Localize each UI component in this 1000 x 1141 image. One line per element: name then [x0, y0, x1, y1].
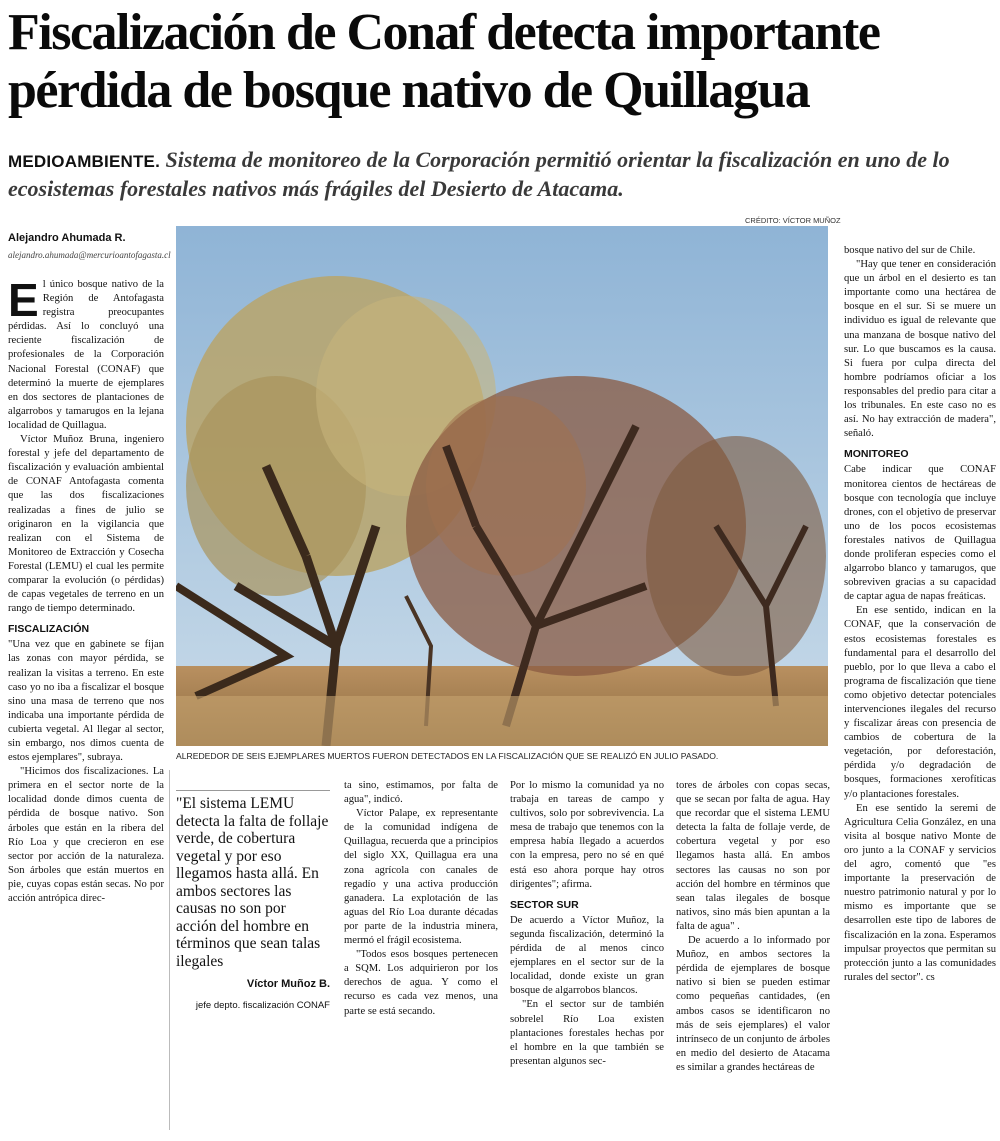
subhead-sector-sur: SECTOR SUR: [510, 898, 579, 911]
drop-cap: E: [8, 274, 39, 326]
paragraph: Víctor Palape, ex representante de la comunidad indígena de Quillagua, recuerda que a principios del siglo XX, Quillagua era una zona agrícola con canales de regadío y una activa producción ganadera. La explotación de las aguas del Río Loa durante décadas por parte de la industria minera, mermó el frágil ecosistema.: [344, 808, 498, 947]
column-1: [8, 274, 164, 906]
paragraph: bosque nativo del sur de Chile.: [844, 245, 976, 256]
pull-quote-role: jefe depto. fiscalización CONAF: [195, 999, 330, 1011]
paragraph: ta sino, estimamos, por falta de agua", indicó.: [344, 780, 498, 806]
paragraph: "En el sector sur de también sobrelel Río Loa existen plantaciones forestales hechas por el hombre en la que también se presentan algunos sec-: [510, 999, 664, 1067]
paragraph: De acuerdo a Víctor Muñoz, la segunda fiscalización, determinó la pérdida de al menos cinco ejemplares en el sector sur de la localidad, donde existe un gran bosque de algarrobos blancos.: [510, 914, 664, 997]
paragraph: En ese sentido la seremi de Agricultura Celia González, en una visita al bosque nativo Monte de oro junto a la CONAF y servicios del agro, comentó que "es importante la preservación de nuestro patrimonio natural y por lo mismo es importante que se desarrollen este tipo de labores de fiscalización en la zona. Esperamos impulsar proyectos que permitan su protección junto a las comunidades rurales del sector". cs: [844, 802, 996, 983]
byline: [8, 232, 171, 260]
paragraph: tores de árboles con copas secas, que se secan por falta de agua. Hay que recordar que el sistema LEMU detecta la falta de follaje verde, de cobertura vegetal y por eso llegamos hasta allá. En ambos sectores las causas no son por acción del hombre en términos que sean talas ilegales de bosque nativos, sino más bien apuntan a la falta de agua" .: [676, 780, 830, 932]
paragraph: En ese sentido, indican en la CONAF, que la conservación de estos ecosistemas forestales es fundamental para el desarrollo del pueblo, por lo que lleva a cabo el programa de fiscalización que tiene como objetivo detectar potenciales intervenciones ilegales del recurso y fiscalizar áreas con presencia de cambios de cobertura de la vegetación, por deforestación, pérdida y/o degradación de bosques, formaciones xerofíticas y/o plantaciones forestales.: [844, 605, 996, 800]
headline: Fiscalización de Conaf detecta importante pérdida de bosque nativo de Quillagua: [8, 4, 880, 119]
paragraph: Víctor Muñoz Bruna, ingeniero forestal y jefe del departamento de fiscalización y evaluación ambiental de CONAF Antofagasta comenta que las dos fiscalizaciones realizadas a fines de julio se originaron en la vigilancia que realizan con el Sistema de Monitoreo de Extracción y Cosecha Forestal (LEMU) el cual les permite comparar la evolución (o pérdidas) de capas vegetales de terreno en un rango de tiempo determinado.: [8, 434, 164, 615]
paragraph: "Hay que tener en consideración que un árbol en el desierto es tan importante como una hectárea de bosque en el sur. Si se muere un individuo es igual de relevante que una manzana de bosque nativo del sur. Lo que buscamos es la causa. Si fuera por culpa directa del hombre podríamos oficiar a los responsables del predio para citar a los tribunales. En este caso no es así. No hay extracción de madera", señaló.: [844, 259, 996, 440]
paragraph: "Todos esos bosques pertenecen a SQM. Los adquirieron por los derechos de agua. Y como el recurso es cada vez menos, una parte se está secando.: [344, 949, 498, 1017]
paragraph: "Hicimos dos fiscalizaciones. La primera en el sector norte de la localidad donde dimos cuenta de pérdida de bosque nativo. Son árboles que están en la ribera del Río Loa y que crecieron en ese sector por acción de la naturaleza. Son árboles que están muertos en pie, cuyas copas están secas. No por acción antrópica direc-: [8, 766, 164, 905]
paragraph-text: l único bosque nativo de la Región de Antofagasta registra preocupantes pérdidas. Así lo concluyó una reciente fiscalización de profesionales de la Corporación Nacional Forestal (CONAF) que determinó la muerte de ejemplares en dos sectores de plantaciones de algarrobos y tamarugos en la lejana localidad de Quillagua.: [8, 279, 164, 431]
column-3: [344, 779, 498, 1019]
subhead-fiscalizacion: FISCALIZACIÓN: [8, 623, 90, 636]
author-name: Alejandro Ahumada R.: [8, 232, 126, 244]
deck: [8, 146, 992, 202]
paragraph: Por lo mismo la comunidad ya no trabaja en tareas de campo y cultivos, solo por sobrevivencia. La mesa de trabajo que tenemos con la empresa había llegado a acuerdos con la empresa, pero no sé en qué está eso ahora porque hay otros dirigentes"; afirma.: [510, 780, 664, 890]
paragraph: De acuerdo a lo informado por Muñoz, en ambos sectores la pérdida de ejemplares de bosque nativo si bien se pueden estimar como pequeñas cantidades, (en ambos casos se identificaron no más de seis ejemplares) el valor intrínseco de un conjunto de árboles en medio del desierto de Atacama es similar a grandes hectáreas de: [676, 935, 830, 1073]
pull-quote: [176, 790, 330, 1014]
deck-text: Sistema de monitoreo de la Corporación permitió orientar la fiscalización en uno de lo ecosistemas forestales nativos más frágiles del Desierto de Atacama.: [8, 147, 950, 201]
subhead-monitoreo: MONITOREO: [844, 448, 909, 461]
pull-quote-text: "El sistema LEMU detecta la falta de follaje verde, de cobertura vegetal y por eso llegamos hasta allá. En ambos sectores las causas no son por acción del hombre en términos que sean talas ilegales: [176, 795, 329, 970]
pull-quote-author: Víctor Muñoz B.: [246, 978, 330, 990]
column-6: [844, 244, 996, 985]
article-photo: [176, 226, 828, 746]
photo-credit: CRÉDITO: VÍCTOR MUÑOZ: [745, 216, 841, 225]
photo-caption: ALREDEDOR DE SEIS EJEMPLARES MUERTOS FUERON DETECTADOS EN LA FISCALIZACIÓN QUE SE REALIZÓ EN JULIO PASADO.: [176, 751, 719, 761]
column-4: [510, 779, 664, 1069]
section-kicker: MEDIOAMBIENTE.: [8, 152, 161, 171]
paragraph: [8, 274, 164, 433]
paragraph: "Una vez que en gabinete se fijan las zonas con mayor pérdida, se realizan la visitas a terreno. En este caso yo no iba a fiscalizar el bosque sino una masa de terreno que nos indicaba una importante pérdida de cubierta vegetal. Al llegar al sector, sin embargo, nos dimos cuenta de estos ejemplares", subraya.: [8, 639, 164, 764]
trees-illustration: [176, 226, 828, 746]
author-email[interactable]: alejandro.ahumada@mercurioantofagasta.cl: [8, 250, 171, 260]
paragraph: Cabe indicar que CONAF monitorea cientos de hectáreas de bosque con tecnología que incluye drones, con el objetivo de preservar uno de los pocos ecosistemas forestales nativos de Quillagua donde proliferan especies como el algarrobo blanco y tamarugos, que sobreviven gracias a su capacidad de captar agua de napas freáticas.: [844, 464, 996, 603]
column-divider: [169, 770, 170, 1130]
column-5: [676, 779, 830, 1075]
